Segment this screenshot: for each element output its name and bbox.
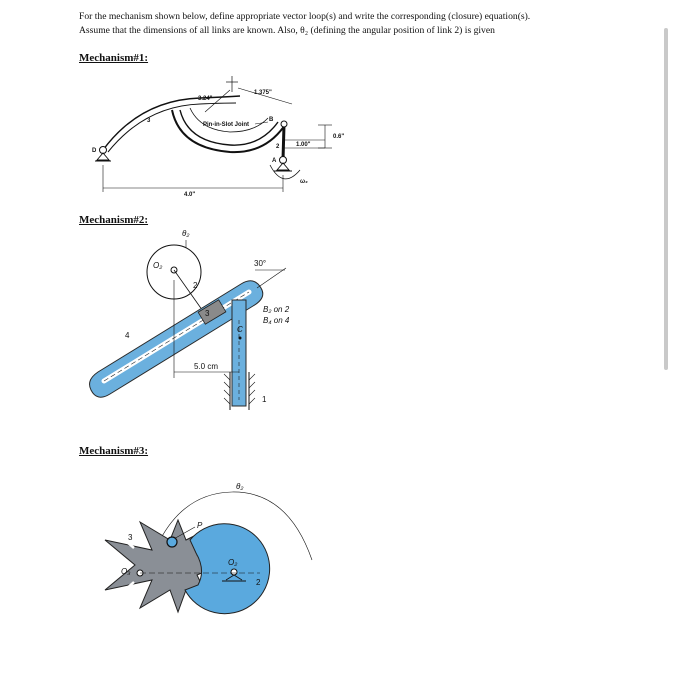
mechanism-3-title: Mechanism#3: bbox=[79, 445, 149, 457]
dim-40-label: 4.0" bbox=[184, 192, 196, 198]
dim-324-label: 3.24" bbox=[198, 96, 213, 102]
link3-label: 3 bbox=[147, 118, 151, 124]
b4-label: B₄ on 4 bbox=[263, 316, 290, 325]
link4-label: 4 bbox=[125, 331, 130, 340]
link2-label: 2 bbox=[276, 144, 280, 150]
mechanism-1-title: Mechanism#1: bbox=[79, 52, 149, 64]
mechanism-2-title: Mechanism#2: bbox=[79, 214, 149, 226]
link3-label-3: 3 bbox=[128, 533, 133, 542]
dim-1375-label: 1.375" bbox=[254, 90, 272, 96]
point-c-label: C bbox=[237, 325, 243, 334]
o2-label: O₂ bbox=[153, 261, 163, 270]
theta2-label-3: θ₂ bbox=[236, 482, 244, 491]
pin-p bbox=[167, 537, 177, 547]
o2-label-3: O₂ bbox=[228, 558, 238, 567]
point-d-label: D bbox=[92, 148, 97, 154]
dim-50-label: 5.0 cm bbox=[194, 362, 219, 371]
pin-in-slot-label: Pin-in-Slot Joint bbox=[203, 122, 249, 128]
angle-30-label: 30° bbox=[254, 259, 267, 268]
link2-label-2: 2 bbox=[193, 281, 198, 290]
o3-label: O₃ bbox=[121, 567, 131, 576]
dim-06-label: 0.6" bbox=[333, 134, 345, 140]
b2-label: B₂ on 2 bbox=[263, 305, 290, 314]
link3-label-2: 3 bbox=[205, 309, 210, 318]
theta2-label: θ₂ bbox=[182, 229, 190, 238]
dim-100-label: 1.00" bbox=[296, 142, 311, 148]
prompt-line-1: For the mechanism shown below, define appropriate vector loop(s) and write the corresponding (closure) equation(s). bbox=[79, 11, 531, 22]
link2-label-3: 2 bbox=[256, 578, 261, 587]
link1-label: 1 bbox=[262, 395, 267, 404]
pivot-o2-3 bbox=[231, 569, 237, 575]
pin-p-label: P bbox=[197, 521, 203, 530]
prompt-line-2: Assume that the dimensions of all links are known. Also, θ₂ (defining the angular position of link 2) is given bbox=[79, 24, 495, 36]
omega-label: ω₂ bbox=[300, 179, 308, 185]
point-b-label: B bbox=[269, 117, 274, 123]
point-a-label: A bbox=[272, 158, 277, 164]
